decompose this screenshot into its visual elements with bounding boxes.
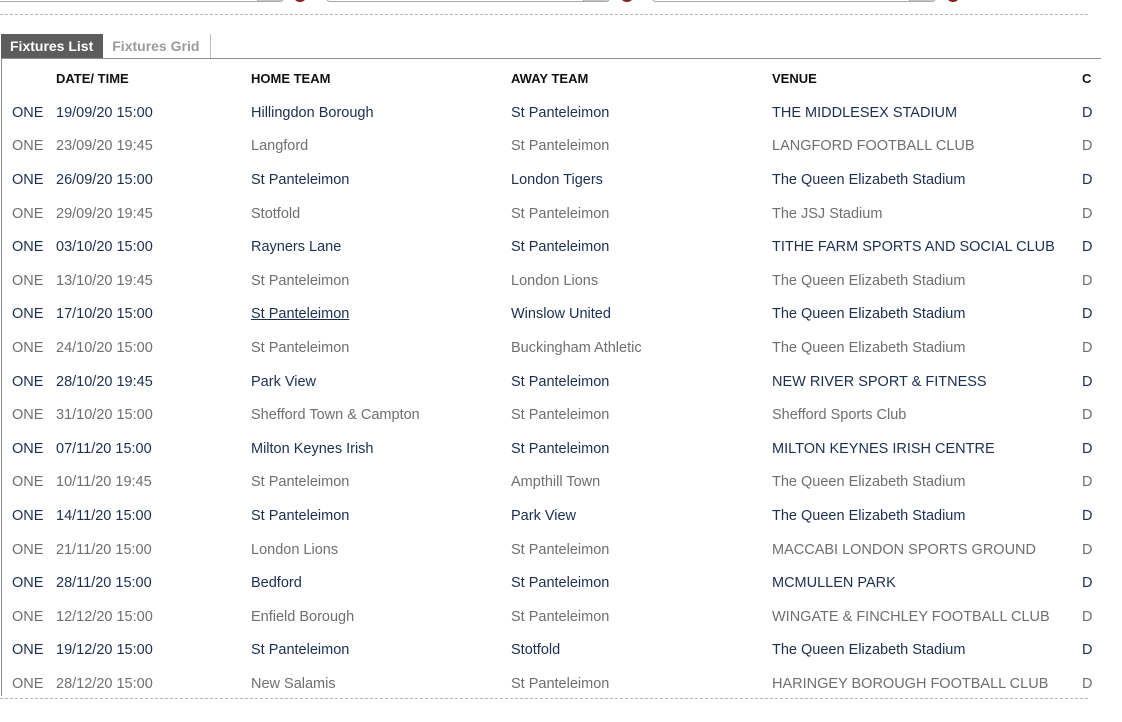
cell-home-team[interactable]: Langford <box>251 138 309 155</box>
cell-date-time: 12/12/20 15:00 <box>56 608 153 625</box>
cell-away-team[interactable]: Park View <box>511 507 577 524</box>
cell-home-team[interactable]: London Lions <box>251 541 339 558</box>
cell-away-team[interactable]: Stotfold <box>511 642 561 659</box>
cell-competition: ONE <box>12 608 44 625</box>
cell-competition: ONE <box>12 407 44 424</box>
cell-venue[interactable]: The Queen Elizabeth Stadium <box>772 272 966 289</box>
divider <box>0 14 1088 15</box>
table-row[interactable] <box>2 466 1122 500</box>
col-header-extra[interactable]: C <box>1082 71 1092 86</box>
cell-extra: D <box>1082 373 1093 390</box>
cell-home-team[interactable]: Hillingdon Borough <box>251 104 374 121</box>
cell-away-team[interactable]: St Panteleimon <box>511 239 610 256</box>
fixtures-table <box>2 59 1122 701</box>
divider <box>0 698 1088 699</box>
table-row[interactable] <box>2 667 1122 701</box>
table-row[interactable] <box>2 230 1122 264</box>
cell-home-team[interactable]: St Panteleimon <box>251 171 350 188</box>
table-row[interactable] <box>2 432 1122 466</box>
filter-select-3[interactable] <box>652 0 936 2</box>
cell-home-team[interactable]: St Panteleimon <box>251 507 350 524</box>
cell-competition: ONE <box>12 138 44 155</box>
cell-venue[interactable]: NEW RIVER SPORT & FITNESS <box>772 373 987 390</box>
cell-home-team[interactable]: Rayners Lane <box>251 239 342 256</box>
cell-extra: D <box>1082 339 1093 356</box>
cell-date-time: 07/11/20 15:00 <box>56 440 152 457</box>
cell-date-time: 23/09/20 19:45 <box>56 138 153 155</box>
table-row[interactable] <box>2 331 1122 365</box>
cell-venue[interactable]: MACCABI LONDON SPORTS GROUND <box>772 541 1036 558</box>
cell-competition: ONE <box>12 675 44 692</box>
cell-competition: ONE <box>12 205 44 222</box>
cell-date-time: 10/11/20 19:45 <box>56 474 152 491</box>
cell-home-team[interactable]: Enfield Borough <box>251 608 355 625</box>
cell-away-team[interactable]: St Panteleimon <box>511 608 610 625</box>
cell-away-team[interactable]: St Panteleimon <box>511 675 610 692</box>
table-row[interactable] <box>2 197 1122 231</box>
col-header-venue[interactable]: VENUE <box>772 71 817 86</box>
filter-select-2[interactable] <box>326 0 610 2</box>
cell-extra: D <box>1082 171 1093 188</box>
table-row[interactable] <box>2 130 1122 164</box>
cell-away-team[interactable]: St Panteleimon <box>511 373 610 390</box>
table-row[interactable] <box>2 163 1122 197</box>
cell-home-team[interactable]: St Panteleimon <box>251 642 350 659</box>
select-arrow-icon[interactable] <box>909 0 935 1</box>
cell-venue[interactable]: The JSJ Stadium <box>772 205 883 222</box>
cell-venue[interactable]: THE MIDDLESEX STADIUM <box>772 104 958 121</box>
view-tabs <box>1 34 211 58</box>
table-row[interactable] <box>2 398 1122 432</box>
cell-venue[interactable]: MCMULLEN PARK <box>772 575 896 592</box>
cell-competition: ONE <box>12 171 44 188</box>
tab-fixtures-list[interactable]: Fixtures List <box>1 34 103 58</box>
cell-competition: ONE <box>12 440 44 457</box>
cell-date-time: 26/09/20 15:00 <box>56 171 153 188</box>
table-row[interactable] <box>2 264 1122 298</box>
cell-date-time: 19/09/20 15:00 <box>56 104 153 121</box>
cell-extra: D <box>1082 440 1093 457</box>
cell-home-team[interactable]: New Salamis <box>251 675 336 692</box>
cell-date-time: 28/10/20 19:45 <box>56 373 153 390</box>
cell-extra: D <box>1082 608 1093 625</box>
cell-date-time: 21/11/20 15:00 <box>56 541 152 558</box>
cell-home-team[interactable]: St Panteleimon <box>251 272 350 289</box>
cell-extra: D <box>1082 205 1093 222</box>
cell-away-team[interactable]: Buckingham Athletic <box>511 339 642 356</box>
filter-clear-icon[interactable] <box>620 0 634 2</box>
cell-extra: D <box>1082 507 1093 524</box>
cell-extra: D <box>1082 575 1093 592</box>
select-arrow-icon[interactable] <box>257 0 283 1</box>
col-header-date[interactable]: DATE/ TIME <box>56 71 129 86</box>
cell-venue[interactable]: The Queen Elizabeth Stadium <box>772 339 966 356</box>
cell-venue[interactable]: The Queen Elizabeth Stadium <box>772 507 966 524</box>
cell-extra: D <box>1082 239 1093 256</box>
filter-clear-icon[interactable] <box>946 0 960 2</box>
cell-competition: ONE <box>12 575 44 592</box>
cell-away-team[interactable]: St Panteleimon <box>511 205 610 222</box>
cell-date-time: 19/12/20 15:00 <box>56 642 153 659</box>
cell-venue[interactable]: The Queen Elizabeth Stadium <box>772 171 966 188</box>
col-header-home-team[interactable]: HOME TEAM <box>251 71 331 86</box>
cell-away-team[interactable]: St Panteleimon <box>511 541 610 558</box>
table-row[interactable] <box>2 365 1122 399</box>
cell-competition: ONE <box>12 306 44 323</box>
cell-extra: D <box>1082 272 1093 289</box>
cell-away-team[interactable]: Ampthill Town <box>511 474 601 491</box>
cell-competition: ONE <box>12 339 44 356</box>
table-row[interactable] <box>2 533 1122 567</box>
cell-away-team[interactable]: Winslow United <box>511 306 611 323</box>
cell-away-team[interactable]: St Panteleimon <box>511 407 610 424</box>
cell-venue[interactable]: HARINGEY BOROUGH FOOTBALL CLUB <box>772 675 1049 692</box>
cell-date-time: 28/12/20 15:00 <box>56 675 153 692</box>
cell-competition: ONE <box>12 373 44 390</box>
cell-venue[interactable]: The Queen Elizabeth Stadium <box>772 306 966 323</box>
table-header-row <box>2 59 1122 96</box>
cell-date-time: 29/09/20 19:45 <box>56 205 153 222</box>
cell-home-team[interactable]: Stotfold <box>251 205 301 222</box>
cell-away-team[interactable]: London Lions <box>511 272 599 289</box>
cell-venue[interactable]: LANGFORD FOOTBALL CLUB <box>772 138 975 155</box>
tab-fixtures-grid[interactable]: Fixtures Grid <box>103 34 211 58</box>
col-header-competition <box>2 59 56 96</box>
cell-date-time: 13/10/20 19:45 <box>56 272 153 289</box>
cell-competition: ONE <box>12 507 44 524</box>
table-row[interactable] <box>2 499 1122 533</box>
table-row[interactable] <box>2 600 1122 634</box>
cell-home-team[interactable]: St Panteleimon <box>251 474 350 491</box>
cell-away-team[interactable]: London Tigers <box>511 171 603 188</box>
cell-venue[interactable]: The Queen Elizabeth Stadium <box>772 642 966 659</box>
table-row[interactable] <box>2 634 1122 668</box>
cell-date-time: 03/10/20 15:00 <box>56 239 153 256</box>
filter-bar <box>0 0 1088 16</box>
cell-extra: D <box>1082 104 1093 121</box>
cell-home-team[interactable]: Park View <box>251 373 317 390</box>
select-arrow-icon[interactable] <box>583 0 609 1</box>
cell-date-time: 17/10/20 15:00 <box>56 306 153 323</box>
cell-extra: D <box>1082 138 1093 155</box>
cell-competition: ONE <box>12 104 44 121</box>
cell-competition: ONE <box>12 239 44 256</box>
cell-home-team[interactable]: Shefford Town & Campton <box>251 407 420 424</box>
cell-date-time: 24/10/20 15:00 <box>56 339 153 356</box>
table-row[interactable] <box>2 566 1122 600</box>
cell-away-team[interactable]: St Panteleimon <box>511 440 610 457</box>
cell-venue[interactable]: TITHE FARM SPORTS AND SOCIAL CLUB <box>772 239 1055 256</box>
cell-competition: ONE <box>12 474 44 491</box>
cell-competition: ONE <box>12 642 44 659</box>
filter-clear-icon[interactable] <box>293 0 307 2</box>
cell-venue[interactable]: WINGATE & FINCHLEY FOOTBALL CLUB <box>772 608 1050 625</box>
cell-home-team[interactable]: Milton Keynes Irish <box>251 440 374 457</box>
cell-venue[interactable]: The Queen Elizabeth Stadium <box>772 474 966 491</box>
cell-home-team[interactable]: St Panteleimon <box>251 339 350 356</box>
cell-venue[interactable]: MILTON KEYNES IRISH CENTRE <box>772 440 995 457</box>
cell-extra: D <box>1082 474 1093 491</box>
cell-date-time: 14/11/20 15:00 <box>56 507 152 524</box>
cell-extra: D <box>1082 407 1093 424</box>
cell-competition: ONE <box>12 272 44 289</box>
cell-date-time: 31/10/20 15:00 <box>56 407 153 424</box>
cell-competition: ONE <box>12 541 44 558</box>
cell-home-team[interactable]: Bedford <box>251 575 302 592</box>
cell-venue[interactable]: Shefford Sports Club <box>772 407 907 424</box>
table-row[interactable] <box>2 96 1122 130</box>
cell-away-team[interactable]: St Panteleimon <box>511 104 610 121</box>
cell-home-team[interactable]: St Panteleimon <box>251 306 350 323</box>
col-header-away-team[interactable]: AWAY TEAM <box>511 71 589 86</box>
cell-away-team[interactable]: St Panteleimon <box>511 575 610 592</box>
cell-extra: D <box>1082 642 1093 659</box>
cell-date-time: 28/11/20 15:00 <box>56 575 152 592</box>
cell-extra: D <box>1082 675 1093 692</box>
cell-away-team[interactable]: St Panteleimon <box>511 138 610 155</box>
cell-extra: D <box>1082 541 1093 558</box>
fixtures-panel <box>1 58 1101 696</box>
cell-extra: D <box>1082 306 1093 323</box>
filter-select-1[interactable] <box>0 0 284 2</box>
table-row[interactable] <box>2 298 1122 332</box>
